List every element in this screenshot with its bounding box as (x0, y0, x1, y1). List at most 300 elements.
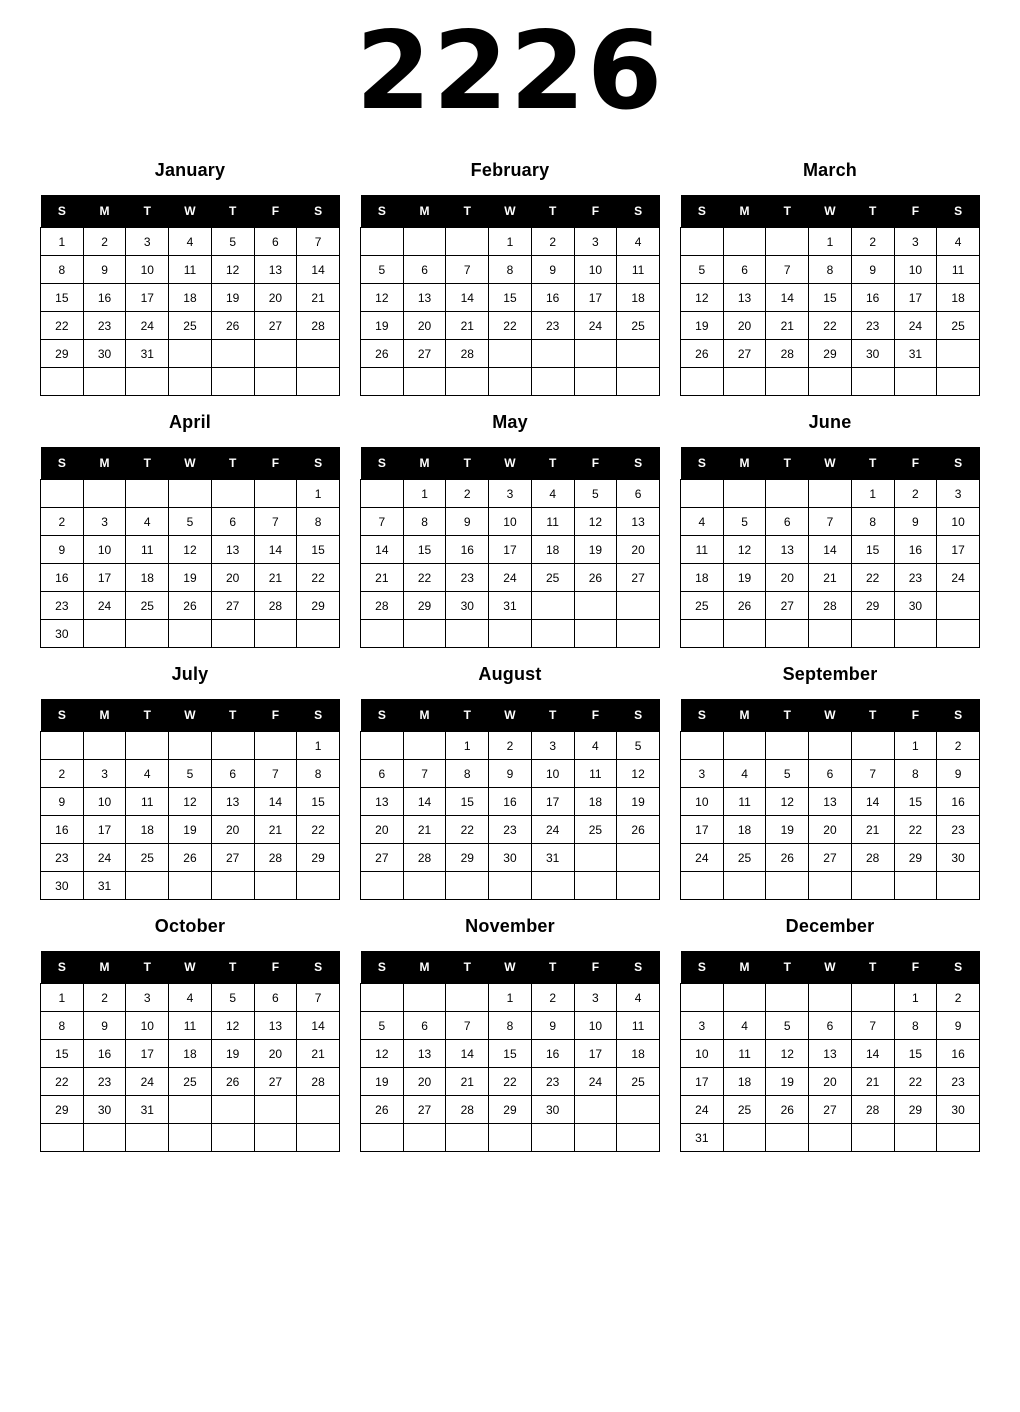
day-cell[interactable]: 10 (681, 788, 724, 816)
day-cell[interactable]: 2 (937, 984, 980, 1012)
day-cell[interactable]: 4 (169, 984, 212, 1012)
day-cell[interactable]: 24 (937, 564, 980, 592)
day-cell[interactable]: 18 (169, 284, 212, 312)
day-cell[interactable]: 15 (894, 788, 937, 816)
day-cell[interactable]: 13 (254, 1012, 297, 1040)
day-cell[interactable]: 11 (169, 1012, 212, 1040)
day-cell[interactable]: 4 (169, 228, 212, 256)
day-cell[interactable]: 18 (574, 788, 617, 816)
day-cell[interactable]: 28 (851, 844, 894, 872)
day-cell[interactable]: 17 (681, 816, 724, 844)
day-cell[interactable]: 28 (446, 340, 489, 368)
day-cell[interactable]: 8 (297, 508, 340, 536)
day-cell[interactable]: 24 (126, 312, 169, 340)
day-cell[interactable]: 15 (403, 536, 446, 564)
day-cell[interactable]: 1 (894, 732, 937, 760)
day-cell[interactable]: 22 (41, 312, 84, 340)
day-cell[interactable]: 18 (531, 536, 574, 564)
day-cell[interactable]: 8 (809, 256, 852, 284)
day-cell[interactable]: 20 (211, 564, 254, 592)
day-cell[interactable]: 23 (851, 312, 894, 340)
day-cell[interactable]: 17 (574, 284, 617, 312)
day-cell[interactable]: 5 (169, 508, 212, 536)
day-cell[interactable]: 19 (617, 788, 660, 816)
day-cell[interactable]: 25 (126, 844, 169, 872)
day-cell[interactable]: 26 (169, 844, 212, 872)
day-cell[interactable]: 12 (361, 284, 404, 312)
day-cell[interactable]: 17 (937, 536, 980, 564)
day-cell[interactable]: 10 (83, 536, 126, 564)
day-cell[interactable]: 8 (894, 760, 937, 788)
day-cell[interactable]: 1 (41, 228, 84, 256)
day-cell[interactable]: 23 (41, 844, 84, 872)
day-cell[interactable]: 30 (851, 340, 894, 368)
day-cell[interactable]: 20 (254, 1040, 297, 1068)
day-cell[interactable]: 14 (851, 788, 894, 816)
day-cell[interactable]: 23 (531, 312, 574, 340)
day-cell[interactable]: 24 (574, 312, 617, 340)
day-cell[interactable]: 9 (83, 1012, 126, 1040)
day-cell[interactable]: 6 (403, 1012, 446, 1040)
day-cell[interactable]: 16 (531, 1040, 574, 1068)
day-cell[interactable]: 21 (851, 816, 894, 844)
day-cell[interactable]: 6 (617, 480, 660, 508)
day-cell[interactable]: 27 (809, 1096, 852, 1124)
day-cell[interactable]: 16 (531, 284, 574, 312)
day-cell[interactable]: 7 (851, 1012, 894, 1040)
day-cell[interactable]: 15 (851, 536, 894, 564)
day-cell[interactable]: 22 (403, 564, 446, 592)
day-cell[interactable]: 13 (211, 788, 254, 816)
day-cell[interactable]: 14 (297, 1012, 340, 1040)
day-cell[interactable]: 5 (574, 480, 617, 508)
day-cell[interactable]: 18 (126, 816, 169, 844)
day-cell[interactable]: 1 (297, 480, 340, 508)
day-cell[interactable]: 1 (41, 984, 84, 1012)
day-cell[interactable]: 21 (403, 816, 446, 844)
day-cell[interactable]: 14 (361, 536, 404, 564)
day-cell[interactable]: 12 (211, 1012, 254, 1040)
day-cell[interactable]: 5 (169, 760, 212, 788)
day-cell[interactable]: 11 (126, 788, 169, 816)
day-cell[interactable]: 24 (489, 564, 532, 592)
day-cell[interactable]: 3 (126, 984, 169, 1012)
day-cell[interactable]: 27 (254, 1068, 297, 1096)
day-cell[interactable]: 19 (361, 1068, 404, 1096)
day-cell[interactable]: 1 (403, 480, 446, 508)
day-cell[interactable]: 14 (254, 536, 297, 564)
day-cell[interactable]: 8 (446, 760, 489, 788)
day-cell[interactable]: 16 (489, 788, 532, 816)
day-cell[interactable]: 8 (297, 760, 340, 788)
day-cell[interactable]: 15 (894, 1040, 937, 1068)
day-cell[interactable]: 27 (211, 592, 254, 620)
day-cell[interactable]: 2 (894, 480, 937, 508)
day-cell[interactable]: 4 (937, 228, 980, 256)
day-cell[interactable]: 18 (617, 284, 660, 312)
day-cell[interactable]: 9 (83, 256, 126, 284)
day-cell[interactable]: 22 (41, 1068, 84, 1096)
day-cell[interactable]: 31 (531, 844, 574, 872)
day-cell[interactable]: 21 (297, 1040, 340, 1068)
day-cell[interactable]: 3 (531, 732, 574, 760)
day-cell[interactable]: 26 (169, 592, 212, 620)
day-cell[interactable]: 28 (254, 592, 297, 620)
day-cell[interactable]: 4 (126, 760, 169, 788)
day-cell[interactable]: 12 (617, 760, 660, 788)
day-cell[interactable]: 23 (83, 1068, 126, 1096)
day-cell[interactable]: 6 (723, 256, 766, 284)
day-cell[interactable]: 7 (403, 760, 446, 788)
day-cell[interactable]: 22 (489, 1068, 532, 1096)
day-cell[interactable]: 31 (681, 1124, 724, 1152)
day-cell[interactable]: 11 (574, 760, 617, 788)
day-cell[interactable]: 28 (446, 1096, 489, 1124)
day-cell[interactable]: 29 (297, 844, 340, 872)
day-cell[interactable]: 9 (489, 760, 532, 788)
day-cell[interactable]: 6 (361, 760, 404, 788)
day-cell[interactable]: 11 (169, 256, 212, 284)
day-cell[interactable]: 14 (297, 256, 340, 284)
day-cell[interactable]: 19 (766, 1068, 809, 1096)
day-cell[interactable]: 8 (489, 1012, 532, 1040)
day-cell[interactable]: 22 (446, 816, 489, 844)
day-cell[interactable]: 29 (403, 592, 446, 620)
day-cell[interactable]: 28 (809, 592, 852, 620)
day-cell[interactable]: 3 (489, 480, 532, 508)
day-cell[interactable]: 20 (723, 312, 766, 340)
day-cell[interactable]: 5 (723, 508, 766, 536)
day-cell[interactable]: 15 (446, 788, 489, 816)
day-cell[interactable]: 30 (937, 1096, 980, 1124)
day-cell[interactable]: 25 (169, 312, 212, 340)
day-cell[interactable]: 16 (83, 284, 126, 312)
day-cell[interactable]: 30 (531, 1096, 574, 1124)
day-cell[interactable]: 11 (937, 256, 980, 284)
day-cell[interactable]: 18 (681, 564, 724, 592)
day-cell[interactable]: 19 (211, 1040, 254, 1068)
day-cell[interactable]: 11 (617, 256, 660, 284)
day-cell[interactable]: 26 (723, 592, 766, 620)
day-cell[interactable]: 2 (83, 228, 126, 256)
day-cell[interactable]: 22 (851, 564, 894, 592)
day-cell[interactable]: 13 (254, 256, 297, 284)
day-cell[interactable]: 5 (361, 256, 404, 284)
day-cell[interactable]: 28 (361, 592, 404, 620)
day-cell[interactable]: 20 (809, 1068, 852, 1096)
day-cell[interactable]: 3 (894, 228, 937, 256)
day-cell[interactable]: 17 (531, 788, 574, 816)
day-cell[interactable]: 12 (574, 508, 617, 536)
day-cell[interactable]: 15 (41, 1040, 84, 1068)
day-cell[interactable]: 7 (297, 984, 340, 1012)
day-cell[interactable]: 6 (809, 1012, 852, 1040)
day-cell[interactable]: 22 (809, 312, 852, 340)
day-cell[interactable]: 4 (574, 732, 617, 760)
day-cell[interactable]: 4 (126, 508, 169, 536)
day-cell[interactable]: 21 (809, 564, 852, 592)
day-cell[interactable]: 19 (361, 312, 404, 340)
day-cell[interactable]: 17 (83, 816, 126, 844)
day-cell[interactable]: 3 (83, 760, 126, 788)
day-cell[interactable]: 23 (83, 312, 126, 340)
day-cell[interactable]: 13 (723, 284, 766, 312)
day-cell[interactable]: 25 (617, 1068, 660, 1096)
day-cell[interactable]: 24 (83, 844, 126, 872)
day-cell[interactable]: 24 (531, 816, 574, 844)
day-cell[interactable]: 12 (723, 536, 766, 564)
day-cell[interactable]: 4 (617, 228, 660, 256)
day-cell[interactable]: 12 (169, 536, 212, 564)
day-cell[interactable]: 20 (361, 816, 404, 844)
day-cell[interactable]: 26 (766, 844, 809, 872)
day-cell[interactable]: 20 (617, 536, 660, 564)
day-cell[interactable]: 31 (489, 592, 532, 620)
day-cell[interactable]: 17 (126, 1040, 169, 1068)
day-cell[interactable]: 18 (723, 1068, 766, 1096)
day-cell[interactable]: 15 (809, 284, 852, 312)
day-cell[interactable]: 14 (851, 1040, 894, 1068)
day-cell[interactable]: 21 (254, 564, 297, 592)
day-cell[interactable]: 7 (851, 760, 894, 788)
day-cell[interactable]: 17 (681, 1068, 724, 1096)
day-cell[interactable]: 4 (723, 1012, 766, 1040)
day-cell[interactable]: 17 (83, 564, 126, 592)
day-cell[interactable]: 16 (894, 536, 937, 564)
day-cell[interactable]: 7 (446, 256, 489, 284)
day-cell[interactable]: 28 (851, 1096, 894, 1124)
day-cell[interactable]: 4 (617, 984, 660, 1012)
day-cell[interactable]: 18 (169, 1040, 212, 1068)
day-cell[interactable]: 3 (126, 228, 169, 256)
day-cell[interactable]: 29 (297, 592, 340, 620)
day-cell[interactable]: 9 (41, 788, 84, 816)
day-cell[interactable]: 5 (766, 1012, 809, 1040)
day-cell[interactable]: 23 (894, 564, 937, 592)
day-cell[interactable]: 29 (809, 340, 852, 368)
day-cell[interactable]: 18 (723, 816, 766, 844)
day-cell[interactable]: 21 (446, 312, 489, 340)
day-cell[interactable]: 17 (489, 536, 532, 564)
day-cell[interactable]: 8 (894, 1012, 937, 1040)
day-cell[interactable]: 28 (766, 340, 809, 368)
day-cell[interactable]: 22 (489, 312, 532, 340)
day-cell[interactable]: 11 (531, 508, 574, 536)
day-cell[interactable]: 3 (681, 760, 724, 788)
day-cell[interactable]: 5 (361, 1012, 404, 1040)
day-cell[interactable]: 29 (489, 1096, 532, 1124)
day-cell[interactable]: 30 (937, 844, 980, 872)
day-cell[interactable]: 13 (403, 284, 446, 312)
day-cell[interactable]: 10 (894, 256, 937, 284)
day-cell[interactable]: 12 (169, 788, 212, 816)
day-cell[interactable]: 9 (531, 256, 574, 284)
day-cell[interactable]: 17 (574, 1040, 617, 1068)
day-cell[interactable]: 2 (531, 984, 574, 1012)
day-cell[interactable]: 13 (809, 788, 852, 816)
day-cell[interactable]: 24 (83, 592, 126, 620)
day-cell[interactable]: 3 (574, 984, 617, 1012)
day-cell[interactable]: 23 (489, 816, 532, 844)
day-cell[interactable]: 11 (723, 788, 766, 816)
day-cell[interactable]: 28 (254, 844, 297, 872)
day-cell[interactable]: 20 (254, 284, 297, 312)
day-cell[interactable]: 25 (574, 816, 617, 844)
day-cell[interactable]: 19 (766, 816, 809, 844)
day-cell[interactable]: 11 (126, 536, 169, 564)
day-cell[interactable]: 24 (681, 1096, 724, 1124)
day-cell[interactable]: 3 (83, 508, 126, 536)
day-cell[interactable]: 25 (126, 592, 169, 620)
day-cell[interactable]: 13 (211, 536, 254, 564)
day-cell[interactable]: 11 (681, 536, 724, 564)
day-cell[interactable]: 4 (531, 480, 574, 508)
day-cell[interactable]: 7 (254, 508, 297, 536)
day-cell[interactable]: 2 (851, 228, 894, 256)
day-cell[interactable]: 26 (617, 816, 660, 844)
day-cell[interactable]: 18 (617, 1040, 660, 1068)
day-cell[interactable]: 8 (41, 1012, 84, 1040)
day-cell[interactable]: 30 (894, 592, 937, 620)
day-cell[interactable]: 19 (723, 564, 766, 592)
day-cell[interactable]: 15 (41, 284, 84, 312)
day-cell[interactable]: 14 (254, 788, 297, 816)
day-cell[interactable]: 19 (211, 284, 254, 312)
day-cell[interactable]: 1 (297, 732, 340, 760)
day-cell[interactable]: 6 (254, 228, 297, 256)
day-cell[interactable]: 29 (41, 340, 84, 368)
day-cell[interactable]: 27 (766, 592, 809, 620)
day-cell[interactable]: 1 (851, 480, 894, 508)
day-cell[interactable]: 6 (211, 508, 254, 536)
day-cell[interactable]: 3 (937, 480, 980, 508)
day-cell[interactable]: 19 (574, 536, 617, 564)
day-cell[interactable]: 5 (766, 760, 809, 788)
day-cell[interactable]: 2 (83, 984, 126, 1012)
day-cell[interactable]: 20 (809, 816, 852, 844)
day-cell[interactable]: 1 (446, 732, 489, 760)
day-cell[interactable]: 26 (361, 340, 404, 368)
day-cell[interactable]: 5 (211, 984, 254, 1012)
day-cell[interactable]: 2 (489, 732, 532, 760)
day-cell[interactable]: 30 (489, 844, 532, 872)
day-cell[interactable]: 1 (809, 228, 852, 256)
day-cell[interactable]: 25 (723, 1096, 766, 1124)
day-cell[interactable]: 10 (937, 508, 980, 536)
day-cell[interactable]: 9 (446, 508, 489, 536)
day-cell[interactable]: 25 (937, 312, 980, 340)
day-cell[interactable]: 10 (531, 760, 574, 788)
day-cell[interactable]: 11 (617, 1012, 660, 1040)
day-cell[interactable]: 25 (531, 564, 574, 592)
day-cell[interactable]: 23 (531, 1068, 574, 1096)
day-cell[interactable]: 14 (809, 536, 852, 564)
day-cell[interactable]: 21 (254, 816, 297, 844)
day-cell[interactable]: 27 (809, 844, 852, 872)
day-cell[interactable]: 25 (723, 844, 766, 872)
day-cell[interactable]: 16 (41, 564, 84, 592)
day-cell[interactable]: 26 (681, 340, 724, 368)
day-cell[interactable]: 28 (297, 1068, 340, 1096)
day-cell[interactable]: 5 (681, 256, 724, 284)
day-cell[interactable]: 26 (766, 1096, 809, 1124)
day-cell[interactable]: 2 (531, 228, 574, 256)
day-cell[interactable]: 9 (894, 508, 937, 536)
day-cell[interactable]: 1 (894, 984, 937, 1012)
day-cell[interactable]: 10 (681, 1040, 724, 1068)
day-cell[interactable]: 9 (531, 1012, 574, 1040)
day-cell[interactable]: 9 (851, 256, 894, 284)
day-cell[interactable]: 22 (297, 564, 340, 592)
day-cell[interactable]: 8 (403, 508, 446, 536)
day-cell[interactable]: 31 (126, 1096, 169, 1124)
day-cell[interactable]: 7 (766, 256, 809, 284)
day-cell[interactable]: 18 (126, 564, 169, 592)
day-cell[interactable]: 7 (254, 760, 297, 788)
day-cell[interactable]: 26 (361, 1096, 404, 1124)
day-cell[interactable]: 23 (937, 816, 980, 844)
day-cell[interactable]: 27 (403, 1096, 446, 1124)
day-cell[interactable]: 17 (126, 284, 169, 312)
day-cell[interactable]: 8 (489, 256, 532, 284)
day-cell[interactable]: 16 (446, 536, 489, 564)
day-cell[interactable]: 7 (809, 508, 852, 536)
day-cell[interactable]: 24 (126, 1068, 169, 1096)
day-cell[interactable]: 29 (894, 1096, 937, 1124)
day-cell[interactable]: 30 (41, 872, 84, 900)
day-cell[interactable]: 6 (809, 760, 852, 788)
day-cell[interactable]: 24 (894, 312, 937, 340)
day-cell[interactable]: 8 (41, 256, 84, 284)
day-cell[interactable]: 15 (489, 1040, 532, 1068)
day-cell[interactable]: 1 (489, 228, 532, 256)
day-cell[interactable]: 22 (894, 816, 937, 844)
day-cell[interactable]: 27 (723, 340, 766, 368)
day-cell[interactable]: 9 (41, 536, 84, 564)
day-cell[interactable]: 26 (211, 1068, 254, 1096)
day-cell[interactable]: 14 (766, 284, 809, 312)
day-cell[interactable]: 20 (766, 564, 809, 592)
day-cell[interactable]: 27 (617, 564, 660, 592)
day-cell[interactable]: 23 (41, 592, 84, 620)
day-cell[interactable]: 19 (681, 312, 724, 340)
day-cell[interactable]: 24 (574, 1068, 617, 1096)
day-cell[interactable]: 17 (894, 284, 937, 312)
day-cell[interactable]: 16 (83, 1040, 126, 1068)
day-cell[interactable]: 15 (489, 284, 532, 312)
day-cell[interactable]: 2 (41, 760, 84, 788)
day-cell[interactable]: 27 (403, 340, 446, 368)
day-cell[interactable]: 2 (446, 480, 489, 508)
day-cell[interactable]: 12 (766, 788, 809, 816)
day-cell[interactable]: 13 (766, 536, 809, 564)
day-cell[interactable]: 10 (574, 1012, 617, 1040)
day-cell[interactable]: 13 (809, 1040, 852, 1068)
day-cell[interactable]: 16 (937, 788, 980, 816)
day-cell[interactable]: 9 (937, 760, 980, 788)
day-cell[interactable]: 6 (211, 760, 254, 788)
day-cell[interactable]: 23 (446, 564, 489, 592)
day-cell[interactable]: 8 (851, 508, 894, 536)
day-cell[interactable]: 21 (851, 1068, 894, 1096)
day-cell[interactable]: 5 (617, 732, 660, 760)
day-cell[interactable]: 24 (681, 844, 724, 872)
day-cell[interactable]: 21 (446, 1068, 489, 1096)
day-cell[interactable]: 6 (403, 256, 446, 284)
day-cell[interactable]: 7 (361, 508, 404, 536)
day-cell[interactable]: 31 (83, 872, 126, 900)
day-cell[interactable]: 15 (297, 788, 340, 816)
